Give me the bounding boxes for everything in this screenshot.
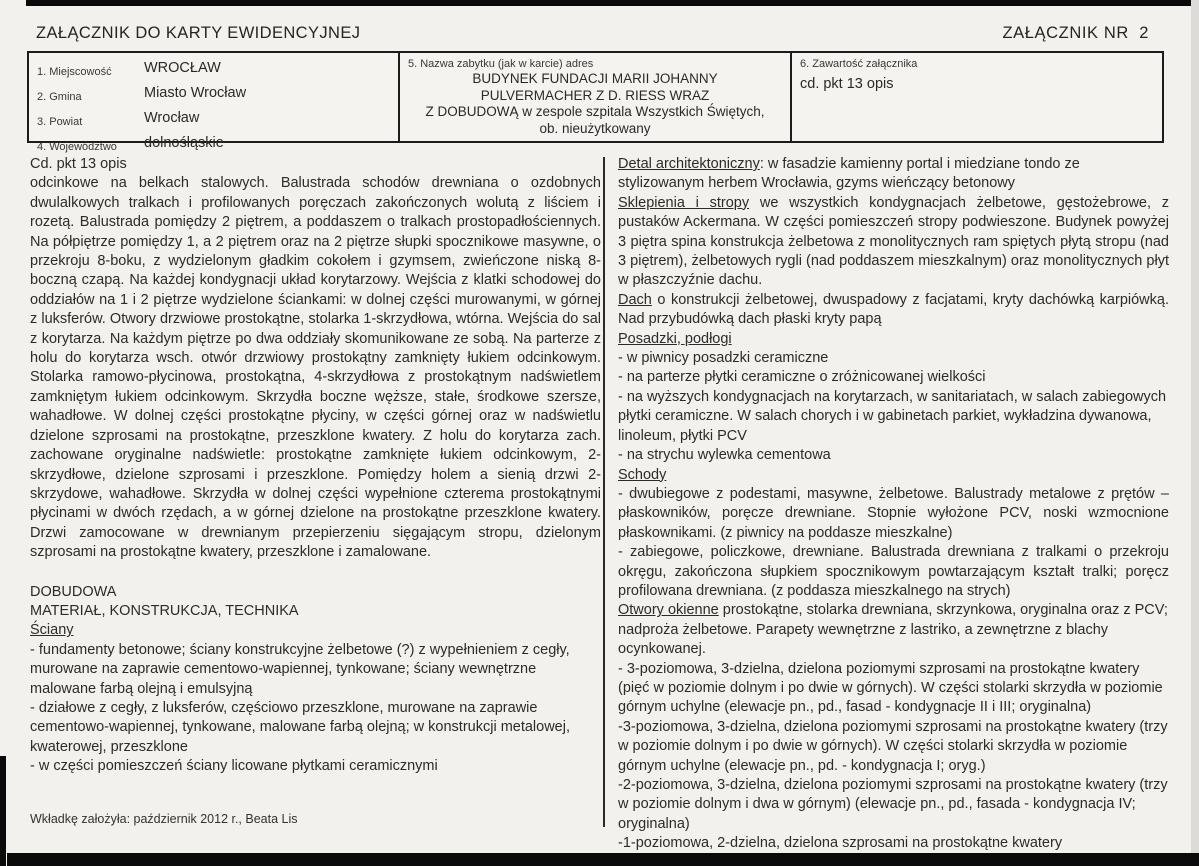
schody-item: - zabiegowe, policzkowe, drewniane. Balustrada drewniana z tralkami o przekroju okręgu, zakończona słupkiem spocznikowym powtarzającym kształt tralki; poręcz profilowana drewniana. (z poddasza mieszkalnego na strych): [618, 544, 1169, 599]
sciany-item: - w części pomieszczeń ściany licowane płytkami ceramicznymi: [30, 758, 438, 775]
scan-left-border: [0, 756, 6, 866]
annex-number: ZAŁĄCZNIK NR 2: [1002, 24, 1149, 42]
field-label: 6. Zawartość załącznika: [800, 58, 918, 70]
section-sklepienia: [618, 194, 1169, 291]
monument-name-line: Z DOBUDOWĄ w zespole szpitala Wszystkich Świętych,: [425, 104, 765, 119]
insert-author-note: Wkładkę założyła: październik 2012 r., Beata Lis: [30, 811, 298, 826]
monument-name-cell: [400, 53, 792, 141]
location-row-miejscowosc: [37, 58, 390, 83]
scan-right-shade: [1191, 0, 1199, 866]
header-table: [27, 51, 1164, 153]
section-text: o konstrukcji żelbetowej, dwuspadowy z facjatami, kryty dachówką karpiówką. Nad przybudówką dach płaski kryty papą: [618, 291, 1169, 328]
section-text: prostokątne, stolarka drewniana, skrzynkowa, oryginalna oraz z PCV; nadproża żelbetowe. Parapety wewnętrzne z lastriko, a zewnętrzne z blachy ocynkowanej.: [618, 602, 1168, 658]
otwory-paragraph: [618, 601, 1169, 659]
field-value: Wrocław: [144, 110, 200, 126]
monument-name-line: BUDYNEK FUNDACJI MARII JOHANNY: [472, 71, 718, 86]
posadzki-item: - na wyższych kondygnacjach na korytarzach, w sanitariatach, w salach zabiegowych płytki ceramiczne. W salach chorych i w gabinetach parkiet, wykładzina dywanowa, linoleum, płytki PCV: [618, 388, 1167, 444]
left-column: [30, 155, 601, 845]
field-label: 5. Nazwa zabytku (jak w karcie) adres: [408, 58, 594, 70]
field-label: 4. Województwo: [37, 141, 117, 153]
field-value: dolnośląskie: [144, 135, 224, 151]
okno-item: - 3-poziomowa, 3-dzielna, dzielona poziomymi szprosami na prostokątne kwatery (pięć w poziomie dolnym i po dwie w górnych). W części stolarki skrzydła w poziomie górnym uchylne (elewacje pn., pd., fasad - kondygnacje II i III; oryginalna): [618, 660, 1163, 716]
location-row-gmina: [37, 83, 390, 108]
section-heading: Schody: [618, 466, 667, 483]
annex-contents-cell: [792, 53, 1162, 141]
field-label: 2. Gmina: [37, 91, 82, 103]
section-heading: Sklepienia i stropy: [618, 194, 750, 211]
posadzki-item: - na strychu wylewka cementowa: [618, 447, 831, 464]
scan-bottom-border: [7, 853, 1199, 866]
description-paragraph: odcinkowe na belkach stalowych. Balustrada schodów drewniana o ozdobnych dwulalkowych tralkach i profilowanych poręczach zakończonych wolutą z liściem i rozetą. Balustrada pomiędzy 2 piętrem, a poddaszem o tralkach prostopadłościennych. Na półpiętrze pomiędzy 1, a 2 piętrem oraz na 2 piętrze słupki spocznikowe masywne, o przekroju 8-boku, z wydzielonym gładkim cokołem i gzymsem, zwieńczone niską 8-boczną czapą. Na każdej kondygnacji układ korytarzowy. Wejścia z klatki schodowej do oddziałów na 1 i 2 piętrze wydzielone ściankami: w dolnej części murowanymi, w górnej z luksferów. Otwory drzwiowe prostokątne, stolarka 1-skrzydłowa, wtórna. Wejścia do sal z korytarza. Na każdym piętrze po dwa oddziały skomunikowane ze sobą. Na parterze z holu do korytarza wsch. otwór drzwiowy prostokątny zamknięty łukiem odcinkowym. Stolarka ramowo-płycinowa, prostokątna, 4-skrzydłowa z prostokątnym nadświetlem zamkniętym łukiem odcinkowym. Skrzydła boczne węższe, stałe, środkowe szersze, wahadłowe. W dolnej części prostokątne płyciny, w części górnej oraz w nadświetlu dzielone szprosami na prostokątne, przeszklone kwatery. Z holu do korytarza zach. zachowane oryginalne nadświetle: prostokątne zamknięte łukiem odcinkowym, 2-skrzydłowe, dzielone szprosami i przeszklone. Pomiędzy holem a sienią drzwi 2-skrzydowe, wahadłowe. Skrzydła w dolnej części wypełnione czterema prostokątnymi płycinami w dwóch rzędach, a w górnej dzielone na prostokątne przeszklone kwatery. Drzwi zamocowane w drewnianym przepierzeniu sięgającym stropu, dzielonym szprosami na prostokątne kwatery, przeszklone i zamalowane.: [30, 175, 601, 561]
schody-item: - dwubiegowe z podestami, masywne, żelbetowe. Balustrady metalowe z prętów – płaskowników, poręcze drewniane. Stopnie wyłożone PCV, noski wzmocnione płaskownikami. (z piwnicy na poddasze mieszkalne): [618, 485, 1169, 541]
okno-item: -3-poziomowa, 3-dzielna, dzielona poziomymi szprosami na prostokątne kwatery (trzy w poziomie dolnym i po dwie w górnych). W części stolarki skrzydła w poziomie górnym uchylne (elewacje pn., pd. - kondygnacja I; oryg.): [618, 718, 1168, 774]
field-value: Miasto Wrocław: [144, 85, 247, 101]
section-heading: Dach: [618, 291, 652, 308]
sciany-item: - fundamenty betonowe; ściany konstrukcyjne żelbetowe (?) z wypełnieniem z cegły, murowane na zaprawie cementowo-wapiennej, tynkowane; ściany wewnętrzne malowane farbą olejną i emulsyjną: [30, 641, 570, 697]
posadzki-item: - na parterze płytki ceramiczne o zróżnicowanej wielkości: [618, 369, 986, 386]
section-title-dobudowa: DOBUDOWA: [30, 583, 117, 600]
okno-item: -1-poziomowa, 2-dzielna, dzielona szprosami na prostokątne kwatery: [618, 835, 1063, 852]
field-value: cd. pkt 13 opis: [800, 76, 894, 92]
section-heading: Posadzki, podłogi: [618, 330, 732, 347]
field-value: WROCŁAW: [144, 60, 221, 76]
field-label: 1. Miejscowość: [37, 66, 112, 78]
header-titles: [0, 0, 1199, 49]
section-detal: [618, 155, 1169, 194]
monument-name-line: ob. nieużytkowany: [539, 120, 651, 136]
field-label: 3. Powiat: [37, 116, 83, 128]
section-text: we wszystkich kondygnacjach żelbetowe, gęstożebrowe, z pustaków Ackermana. W części pomieszczeń stropy podwieszone. Budynek powyżej 3 piętra spina konstrukcja żelbetowa z monolitycznych ram spiętych płytą stropu (nad 3 piętrem), żelbetowych rygli (nad poddaszem mieszkalnym) oraz monolitycznych płyt w płaszczyźnie dachu.: [618, 194, 1170, 289]
section-posadzki: [618, 330, 1169, 466]
monument-name-line: PULVERMACHER Z D. RIESS WRAZ: [480, 87, 710, 103]
section-schody: [618, 466, 1169, 602]
location-cell: [29, 53, 400, 153]
location-row-powiat: [37, 108, 390, 133]
section-dach: [618, 291, 1169, 330]
section-heading: Detal architektoniczny: [618, 156, 760, 172]
okno-item: -2-poziomowa, 3-dzielna, dzielona poziomymi szprosami na prostokątne kwatery (trzy w poziomie dolnym i dwa w górnym) (elewacje pn., pd., fasada - kondygnacja IV; oryginalna): [618, 777, 1168, 832]
section-text: : w fasadzie kamienny portal i miedziane tondo ze stylizowanym herbem Wrocławia, gzyms wieńczący betonowy: [618, 156, 1080, 192]
sciany-item: - działowe z cegły, z luksferów, częściowo przeszklone, murowane na zaprawie cementowo-wapiennej, tynkowane, malowane farbą olejną; w konstrukcji metalowej, kwaterowej, przeszklone: [30, 699, 570, 755]
scan-top-border: [26, 0, 1199, 6]
document-body: [0, 143, 1199, 852]
page-title: ZAŁĄCZNIK DO KARTY EWIDENCYJNEJ: [36, 24, 361, 42]
heading-sciany: Ściany: [30, 622, 74, 639]
section-heading: Otwory okienne: [618, 602, 719, 619]
right-column: [605, 155, 1170, 852]
posadzki-item: - w piwnicy posadzki ceramiczne: [618, 350, 829, 367]
section-otwory-okienne: [618, 601, 1169, 853]
continuation-heading: Cd. pkt 13 opis: [30, 156, 127, 172]
section-title-material: MATERIAŁ, KONSTRUKCJA, TECHNIKA: [30, 602, 299, 619]
